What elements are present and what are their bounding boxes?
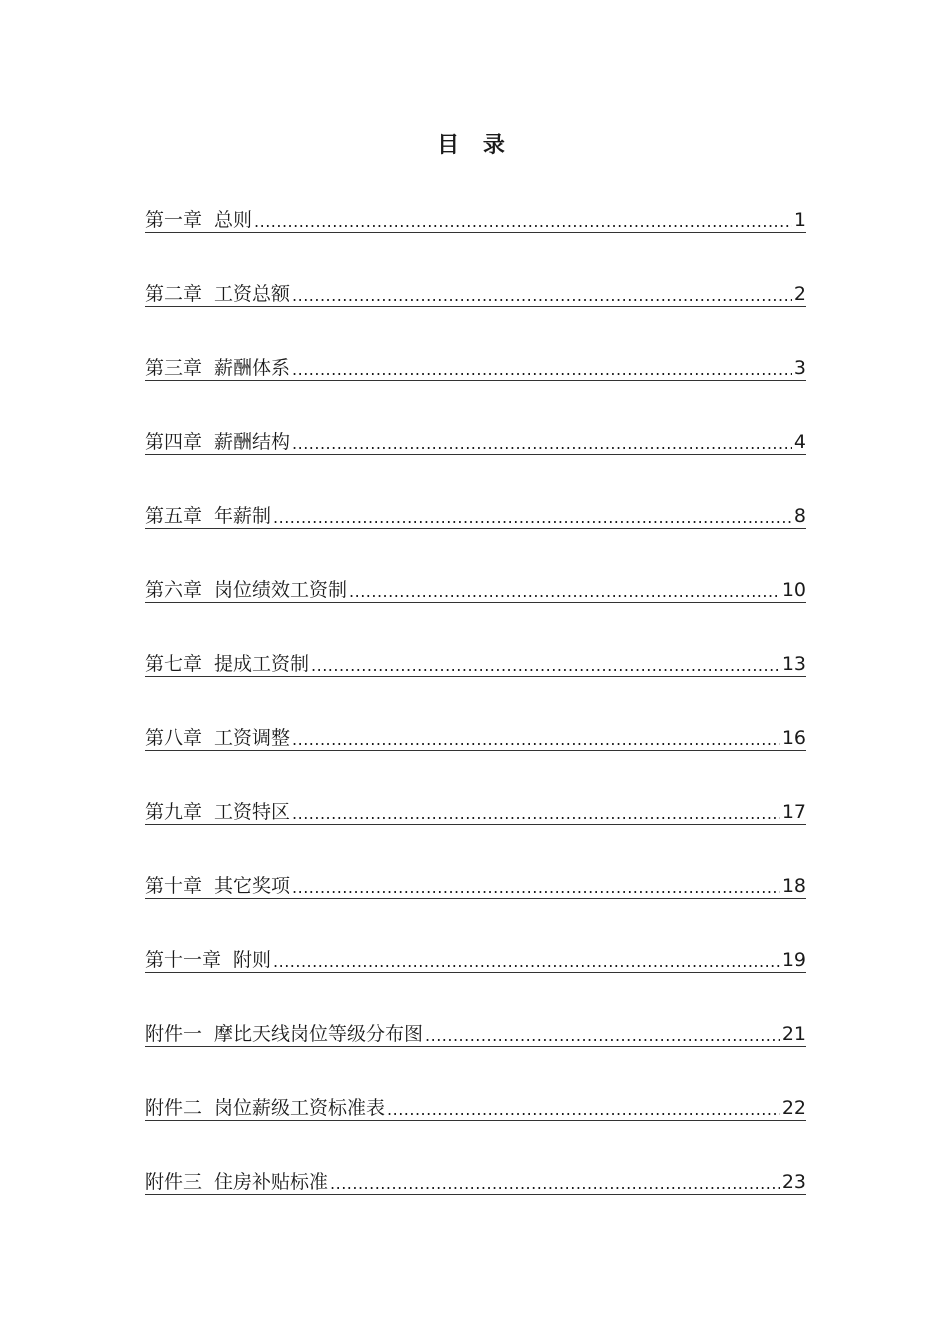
toc-leader-dots — [425, 1022, 780, 1046]
toc-name: 住房补贴标准 — [214, 1171, 329, 1193]
toc-name: 总则 — [214, 209, 253, 231]
toc-page-number: 23 — [781, 1171, 806, 1193]
toc-name: 工资特区 — [214, 801, 291, 823]
toc-leader-dots — [311, 652, 780, 676]
toc-label — [145, 1022, 425, 1046]
toc-leader-dots — [330, 1170, 780, 1194]
toc-page-number: 19 — [781, 949, 806, 971]
toc-label — [145, 652, 311, 676]
toc-entry[interactable] — [145, 864, 806, 938]
toc-name: 薪酬结构 — [214, 431, 291, 453]
toc-page-number: 13 — [781, 653, 806, 675]
toc-name: 其它奖项 — [214, 875, 291, 897]
toc-leader-dots — [292, 874, 780, 898]
toc-label — [145, 578, 349, 602]
toc-leader-dots — [254, 208, 792, 232]
toc-label — [145, 504, 273, 528]
toc-chapter: 第五章 — [145, 505, 203, 527]
toc-line[interactable] — [145, 278, 806, 307]
toc-line[interactable] — [145, 1092, 806, 1121]
toc-entry[interactable] — [145, 198, 806, 272]
toc-page-number: 2 — [793, 283, 806, 305]
toc-chapter: 附件二 — [145, 1097, 203, 1119]
toc-chapter: 附件三 — [145, 1171, 203, 1193]
toc-name: 岗位薪级工资标准表 — [214, 1097, 386, 1119]
toc-page-number: 10 — [781, 579, 806, 601]
toc-chapter: 第一章 — [145, 209, 203, 231]
toc-chapter: 第六章 — [145, 579, 203, 601]
toc-line[interactable] — [145, 352, 806, 381]
toc-line[interactable] — [145, 1166, 806, 1195]
toc-page-number: 21 — [781, 1023, 806, 1045]
toc-name: 工资调整 — [214, 727, 291, 749]
toc-line[interactable] — [145, 944, 806, 973]
toc-page-number: 3 — [793, 357, 806, 379]
toc-name: 摩比天线岗位等级分布图 — [214, 1023, 424, 1045]
toc-page-number: 4 — [793, 431, 806, 453]
toc-name: 岗位绩效工资制 — [214, 579, 348, 601]
toc-leader-dots — [349, 578, 780, 602]
toc-label — [145, 356, 292, 380]
toc-leader-dots — [292, 726, 780, 750]
toc-leader-dots — [292, 800, 780, 824]
toc-line[interactable] — [145, 722, 806, 751]
toc-line[interactable] — [145, 500, 806, 529]
toc-chapter: 附件一 — [145, 1023, 203, 1045]
toc-chapter: 第八章 — [145, 727, 203, 749]
toc-chapter: 第十一章 — [145, 949, 222, 971]
toc-line[interactable] — [145, 648, 806, 677]
toc-label — [145, 874, 292, 898]
toc-leader-dots — [387, 1096, 780, 1120]
toc-entry[interactable] — [145, 716, 806, 790]
toc-entry[interactable] — [145, 790, 806, 864]
toc-page-number: 18 — [781, 875, 806, 897]
toc-page-number: 22 — [781, 1097, 806, 1119]
toc-entry[interactable] — [145, 1012, 806, 1086]
toc-leader-dots — [292, 430, 792, 454]
toc-label — [145, 282, 292, 306]
toc-entry[interactable] — [145, 420, 806, 494]
toc-chapter: 第四章 — [145, 431, 203, 453]
toc-line[interactable] — [145, 204, 806, 233]
toc-line[interactable] — [145, 574, 806, 603]
toc-entry[interactable] — [145, 938, 806, 1012]
toc-label — [145, 948, 273, 972]
toc-page-number: 17 — [781, 801, 806, 823]
toc-name: 提成工资制 — [214, 653, 310, 675]
toc-name: 年薪制 — [214, 505, 272, 527]
toc-line[interactable] — [145, 426, 806, 455]
toc-chapter: 第三章 — [145, 357, 203, 379]
toc-entry[interactable] — [145, 494, 806, 568]
toc-list — [145, 198, 806, 1234]
toc-label — [145, 208, 254, 232]
toc-page-number: 8 — [793, 505, 806, 527]
toc-label — [145, 1096, 387, 1120]
toc-entry[interactable] — [145, 272, 806, 346]
toc-entry[interactable] — [145, 1160, 806, 1234]
toc-entry[interactable] — [145, 1086, 806, 1160]
toc-label — [145, 726, 292, 750]
toc-leader-dots — [292, 282, 792, 306]
toc-label — [145, 800, 292, 824]
toc-page-number: 1 — [793, 209, 806, 231]
toc-chapter: 第二章 — [145, 283, 203, 305]
toc-entry[interactable] — [145, 346, 806, 420]
toc-name: 薪酬体系 — [214, 357, 291, 379]
toc-line[interactable] — [145, 870, 806, 899]
toc-name: 附则 — [233, 949, 272, 971]
toc-label — [145, 1170, 330, 1194]
toc-line[interactable] — [145, 796, 806, 825]
toc-name: 工资总额 — [214, 283, 291, 305]
toc-leader-dots — [273, 948, 780, 972]
toc-entry[interactable] — [145, 568, 806, 642]
toc-chapter: 第十章 — [145, 875, 203, 897]
toc-label — [145, 430, 292, 454]
toc-line[interactable] — [145, 1018, 806, 1047]
toc-entry[interactable] — [145, 642, 806, 716]
toc-chapter: 第七章 — [145, 653, 203, 675]
toc-chapter: 第九章 — [145, 801, 203, 823]
toc-leader-dots — [292, 356, 792, 380]
toc-page-number: 16 — [781, 727, 806, 749]
toc-title: 目 录 — [437, 133, 513, 158]
toc-leader-dots — [273, 504, 792, 528]
